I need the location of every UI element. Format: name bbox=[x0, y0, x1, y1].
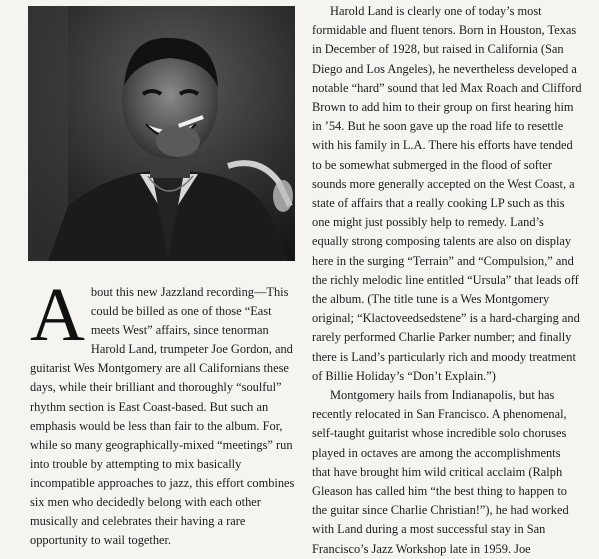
intro-paragraph bbox=[30, 273, 300, 550]
intro-text: bout this new Jazzland recording—This could be billed as one of those “East meets West” affairs, since tenorman Harold Land, trumpeter Joe Gordon, and guitarist Wes Montgomery are all Californians these days, while their brilliant and thoroughly “soulful” rhythm section is East Coast-based. But such an emphasis would be less than fair to the album. For, while so many geographically-mixed “meetings” run into trouble by attempting to mix basically incompatible approaches to jazz, this effort combines six men who decidedly belong with each other musically and celebrates their having a rare opportunity to wail together. bbox=[30, 285, 295, 548]
body-column bbox=[312, 2, 582, 559]
musician-portrait-photo bbox=[28, 6, 295, 261]
drop-cap: A bbox=[30, 273, 85, 357]
body-paragraph-2: Montgomery hails from Indianapolis, but has recently relocated in San Francisco. A phenomenal, self-taught guitarist whose incredible solo choruses played in octaves are among the accomplishments that have brought him wild critical acclaim (Ralph Gleason has called him “the best thing to happen to the guitar since Charlie Christian!”), he had worked with Land during a most successful stay in San Francisco’s Jazz Workshop late in 1959. Joe bbox=[312, 388, 569, 556]
body-paragraph-1: Harold Land is clearly one of today’s most formidable and fluent tenors. Born in Houston, Texas in December of 1928, but raised in California (San Diego and Los Angeles), he nevertheless developed a notable “hard” sound that led Max Roach and Clifford Brown to add him to their group on first hearing him in ’54. But he soon gave up the road life to resettle with his family in L.A. There his efforts have tended to be somewhat submerged in the flood of softer sounds more generally accepted on the West Coast, a state of affairs that a really cooking LP such as this one might just possibly help to remedy. Land’s equally strong composing talents are also on display here in the surging “Terrain” and “Compulsion,” and the richly melodic line entitled “Ursula” that leads off the album. (The title tune is a Wes Montgomery original; “Klactoveedsedstene” is a hard-charging and rarely performed Charlie Parker number; and finally there is Land’s particularly rich and moody treatment of Billie Holiday’s “Don’t Explain.”) bbox=[312, 4, 582, 383]
intro-column bbox=[30, 273, 300, 550]
